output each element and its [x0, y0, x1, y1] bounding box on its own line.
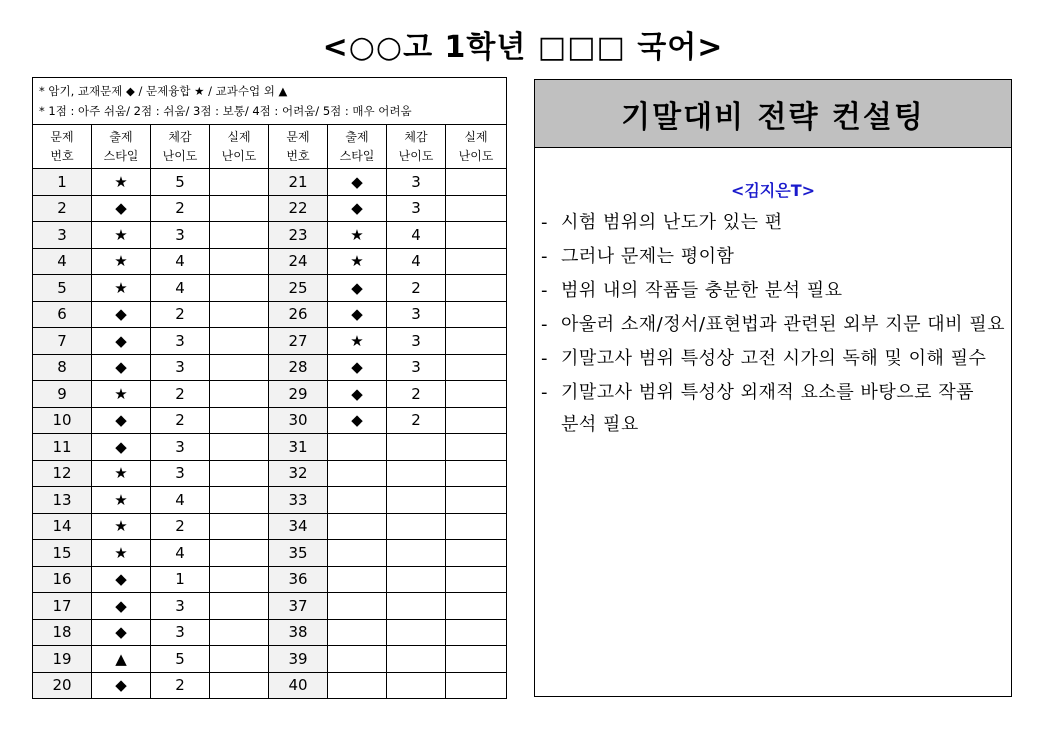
- question-style: [328, 513, 387, 540]
- question-style: ★: [92, 381, 151, 408]
- question-style: ◆: [328, 407, 387, 434]
- question-number: 32: [269, 460, 328, 487]
- felt-difficulty: 3: [151, 222, 210, 249]
- felt-difficulty: [387, 460, 446, 487]
- question-style: ◆: [328, 169, 387, 196]
- question-number: 25: [269, 275, 328, 302]
- actual-difficulty: [446, 222, 507, 249]
- felt-difficulty: [387, 513, 446, 540]
- question-style: ◆: [92, 301, 151, 328]
- actual-difficulty: [446, 301, 507, 328]
- felt-difficulty: 3: [151, 460, 210, 487]
- felt-difficulty: 2: [151, 407, 210, 434]
- felt-difficulty: 2: [151, 381, 210, 408]
- actual-difficulty: [210, 328, 269, 355]
- question-number: 3: [33, 222, 92, 249]
- table-row: [33, 222, 507, 249]
- actual-difficulty: [446, 248, 507, 275]
- table-row: [33, 328, 507, 355]
- question-number: 29: [269, 381, 328, 408]
- question-number: 14: [33, 513, 92, 540]
- question-number: 38: [269, 619, 328, 646]
- felt-difficulty: 3: [387, 195, 446, 222]
- felt-difficulty: 5: [151, 646, 210, 673]
- question-number: 20: [33, 672, 92, 699]
- legend-row: [33, 78, 507, 125]
- felt-difficulty: 2: [151, 195, 210, 222]
- question-number: 4: [33, 248, 92, 275]
- actual-difficulty: [446, 566, 507, 593]
- question-number: 19: [33, 646, 92, 673]
- question-style: ★: [92, 487, 151, 514]
- table-row: [33, 354, 507, 381]
- question-number: 13: [33, 487, 92, 514]
- legend-line-2: * 1점 : 아주 쉬움/ 2점 : 쉬움/ 3점 : 보통/ 4점 : 어려움/ 5점 : 매우 어려움: [39, 104, 412, 118]
- question-number: 11: [33, 434, 92, 461]
- actual-difficulty: [210, 566, 269, 593]
- question-style: ★: [92, 460, 151, 487]
- question-style: [328, 672, 387, 699]
- question-style: [328, 619, 387, 646]
- comment-item: - 아울러 소재/정서/표현법과 관련된 외부 지문 대비 필요: [541, 309, 1005, 341]
- question-number: 39: [269, 646, 328, 673]
- question-number: 27: [269, 328, 328, 355]
- question-style: ◆: [328, 381, 387, 408]
- felt-difficulty: 2: [387, 275, 446, 302]
- felt-difficulty: 2: [151, 513, 210, 540]
- actual-difficulty: [446, 513, 507, 540]
- table-row: [33, 593, 507, 620]
- felt-difficulty: [387, 434, 446, 461]
- question-style: ★: [92, 275, 151, 302]
- question-style: ◆: [328, 354, 387, 381]
- actual-difficulty: [210, 672, 269, 699]
- felt-difficulty: [387, 619, 446, 646]
- question-number: 5: [33, 275, 92, 302]
- question-number: 16: [33, 566, 92, 593]
- actual-difficulty: [446, 487, 507, 514]
- actual-difficulty: [446, 540, 507, 567]
- felt-difficulty: 4: [387, 248, 446, 275]
- table-row: [33, 540, 507, 567]
- felt-difficulty: 2: [151, 301, 210, 328]
- table-row: [33, 248, 507, 275]
- header-row: [33, 125, 507, 169]
- table-row: [33, 381, 507, 408]
- strategy-panel: [534, 79, 1012, 697]
- header-felt-difficulty-2: 체감 난이도: [387, 125, 446, 169]
- felt-difficulty: 3: [387, 354, 446, 381]
- felt-difficulty: [387, 566, 446, 593]
- actual-difficulty: [446, 646, 507, 673]
- table-row: [33, 275, 507, 302]
- felt-difficulty: 2: [151, 672, 210, 699]
- question-style: [328, 593, 387, 620]
- question-number: 36: [269, 566, 328, 593]
- question-number: 34: [269, 513, 328, 540]
- felt-difficulty: 3: [151, 354, 210, 381]
- header-style-2: 출제 스타일: [328, 125, 387, 169]
- question-style: ◆: [92, 619, 151, 646]
- question-style: [328, 487, 387, 514]
- felt-difficulty: 2: [387, 381, 446, 408]
- actual-difficulty: [210, 222, 269, 249]
- actual-difficulty: [446, 593, 507, 620]
- table-row: [33, 195, 507, 222]
- felt-difficulty: [387, 646, 446, 673]
- question-number: 15: [33, 540, 92, 567]
- felt-difficulty: [387, 672, 446, 699]
- actual-difficulty: [446, 434, 507, 461]
- felt-difficulty: 4: [151, 487, 210, 514]
- question-number: 40: [269, 672, 328, 699]
- question-style: ◆: [92, 328, 151, 355]
- question-style: ◆: [328, 275, 387, 302]
- question-style: ◆: [92, 593, 151, 620]
- question-style: ◆: [92, 672, 151, 699]
- legend-line-1: * 암기, 교재문제 ◆ / 문제융합 ★ / 교과수업 외 ▲: [39, 84, 288, 98]
- question-style: ◆: [92, 434, 151, 461]
- felt-difficulty: 3: [387, 301, 446, 328]
- question-number: 9: [33, 381, 92, 408]
- felt-difficulty: [387, 593, 446, 620]
- table-row: [33, 672, 507, 699]
- question-number: 21: [269, 169, 328, 196]
- question-number: 1: [33, 169, 92, 196]
- table-row: [33, 434, 507, 461]
- question-style: [328, 460, 387, 487]
- felt-difficulty: 5: [151, 169, 210, 196]
- header-number: 문제 번호: [33, 125, 92, 169]
- question-style: ★: [92, 222, 151, 249]
- felt-difficulty: 4: [387, 222, 446, 249]
- felt-difficulty: 3: [151, 593, 210, 620]
- question-number: 17: [33, 593, 92, 620]
- question-style: ◆: [92, 407, 151, 434]
- table-row: [33, 619, 507, 646]
- felt-difficulty: 2: [387, 407, 446, 434]
- table-row: [33, 301, 507, 328]
- question-style: ◆: [92, 354, 151, 381]
- table-row: [33, 487, 507, 514]
- consultant-name: <김지은T>: [730, 181, 816, 200]
- question-number: 26: [269, 301, 328, 328]
- actual-difficulty: [210, 275, 269, 302]
- question-number: 37: [269, 593, 328, 620]
- felt-difficulty: 3: [387, 328, 446, 355]
- felt-difficulty: 3: [151, 434, 210, 461]
- felt-difficulty: 4: [151, 248, 210, 275]
- question-number: 7: [33, 328, 92, 355]
- question-style: ◆: [92, 195, 151, 222]
- felt-difficulty: 3: [151, 328, 210, 355]
- felt-difficulty: [387, 540, 446, 567]
- comment-list: [535, 207, 1011, 441]
- actual-difficulty: [210, 354, 269, 381]
- comment-item: - 범위 내의 작품들 충분한 분석 필요: [541, 275, 1005, 307]
- question-number: 2: [33, 195, 92, 222]
- question-number: 28: [269, 354, 328, 381]
- question-style: [328, 540, 387, 567]
- question-style: ◆: [328, 195, 387, 222]
- header-actual-difficulty-2: 실제 난이도: [446, 125, 507, 169]
- question-number: 23: [269, 222, 328, 249]
- actual-difficulty: [210, 434, 269, 461]
- question-style: ★: [92, 169, 151, 196]
- felt-difficulty: 4: [151, 540, 210, 567]
- question-style: ◆: [328, 301, 387, 328]
- question-number: 12: [33, 460, 92, 487]
- actual-difficulty: [210, 169, 269, 196]
- felt-difficulty: 1: [151, 566, 210, 593]
- question-style: ★: [328, 248, 387, 275]
- question-number: 22: [269, 195, 328, 222]
- actual-difficulty: [446, 672, 507, 699]
- actual-difficulty: [210, 619, 269, 646]
- actual-difficulty: [446, 354, 507, 381]
- header-felt-difficulty: 체감 난이도: [151, 125, 210, 169]
- actual-difficulty: [210, 407, 269, 434]
- table-row: [33, 169, 507, 196]
- question-style: ★: [92, 513, 151, 540]
- actual-difficulty: [210, 195, 269, 222]
- comment-item: - 기말고사 범위 특성상 외재적 요소를 바탕으로 작품 분석 필요: [541, 377, 1005, 441]
- table-row: [33, 513, 507, 540]
- question-number: 24: [269, 248, 328, 275]
- actual-difficulty: [210, 381, 269, 408]
- header-number-2: 문제 번호: [269, 125, 328, 169]
- actual-difficulty: [446, 195, 507, 222]
- question-number: 31: [269, 434, 328, 461]
- question-number: 35: [269, 540, 328, 567]
- actual-difficulty: [210, 248, 269, 275]
- question-style: [328, 434, 387, 461]
- actual-difficulty: [210, 593, 269, 620]
- question-style: [328, 566, 387, 593]
- question-number: 6: [33, 301, 92, 328]
- actual-difficulty: [446, 275, 507, 302]
- table-row: [33, 566, 507, 593]
- comment-item: - 기말고사 범위 특성상 고전 시가의 독해 및 이해 필수: [541, 343, 1005, 375]
- question-number: 18: [33, 619, 92, 646]
- actual-difficulty: [446, 460, 507, 487]
- actual-difficulty: [446, 619, 507, 646]
- question-style: ◆: [92, 566, 151, 593]
- comment-item: - 그러나 문제는 평이함: [541, 241, 1005, 273]
- question-number: 10: [33, 407, 92, 434]
- actual-difficulty: [446, 169, 507, 196]
- felt-difficulty: [387, 487, 446, 514]
- panel-title: 기말대비 전략 컨설팅: [535, 80, 1011, 148]
- question-style: ★: [328, 222, 387, 249]
- header-style: 출제 스타일: [92, 125, 151, 169]
- page-title: <○○고 1학년 □□□ 국어>: [322, 30, 724, 65]
- actual-difficulty: [210, 513, 269, 540]
- question-number: 8: [33, 354, 92, 381]
- table-row: [33, 460, 507, 487]
- actual-difficulty: [210, 301, 269, 328]
- felt-difficulty: 3: [151, 619, 210, 646]
- table-row: [33, 646, 507, 673]
- comment-item: - 시험 범위의 난도가 있는 편: [541, 207, 1005, 239]
- actual-difficulty: [446, 381, 507, 408]
- legend: [33, 78, 507, 125]
- felt-difficulty: 4: [151, 275, 210, 302]
- question-style: ▲: [92, 646, 151, 673]
- question-style: [328, 646, 387, 673]
- question-number: 30: [269, 407, 328, 434]
- question-style: ★: [328, 328, 387, 355]
- actual-difficulty: [446, 407, 507, 434]
- actual-difficulty: [446, 328, 507, 355]
- question-style: ★: [92, 540, 151, 567]
- header-actual-difficulty: 실제 난이도: [210, 125, 269, 169]
- question-style: ★: [92, 248, 151, 275]
- felt-difficulty: 3: [387, 169, 446, 196]
- question-number: 33: [269, 487, 328, 514]
- table-row: [33, 407, 507, 434]
- actual-difficulty: [210, 540, 269, 567]
- exam-analysis-table: [32, 77, 507, 699]
- actual-difficulty: [210, 487, 269, 514]
- actual-difficulty: [210, 646, 269, 673]
- actual-difficulty: [210, 460, 269, 487]
